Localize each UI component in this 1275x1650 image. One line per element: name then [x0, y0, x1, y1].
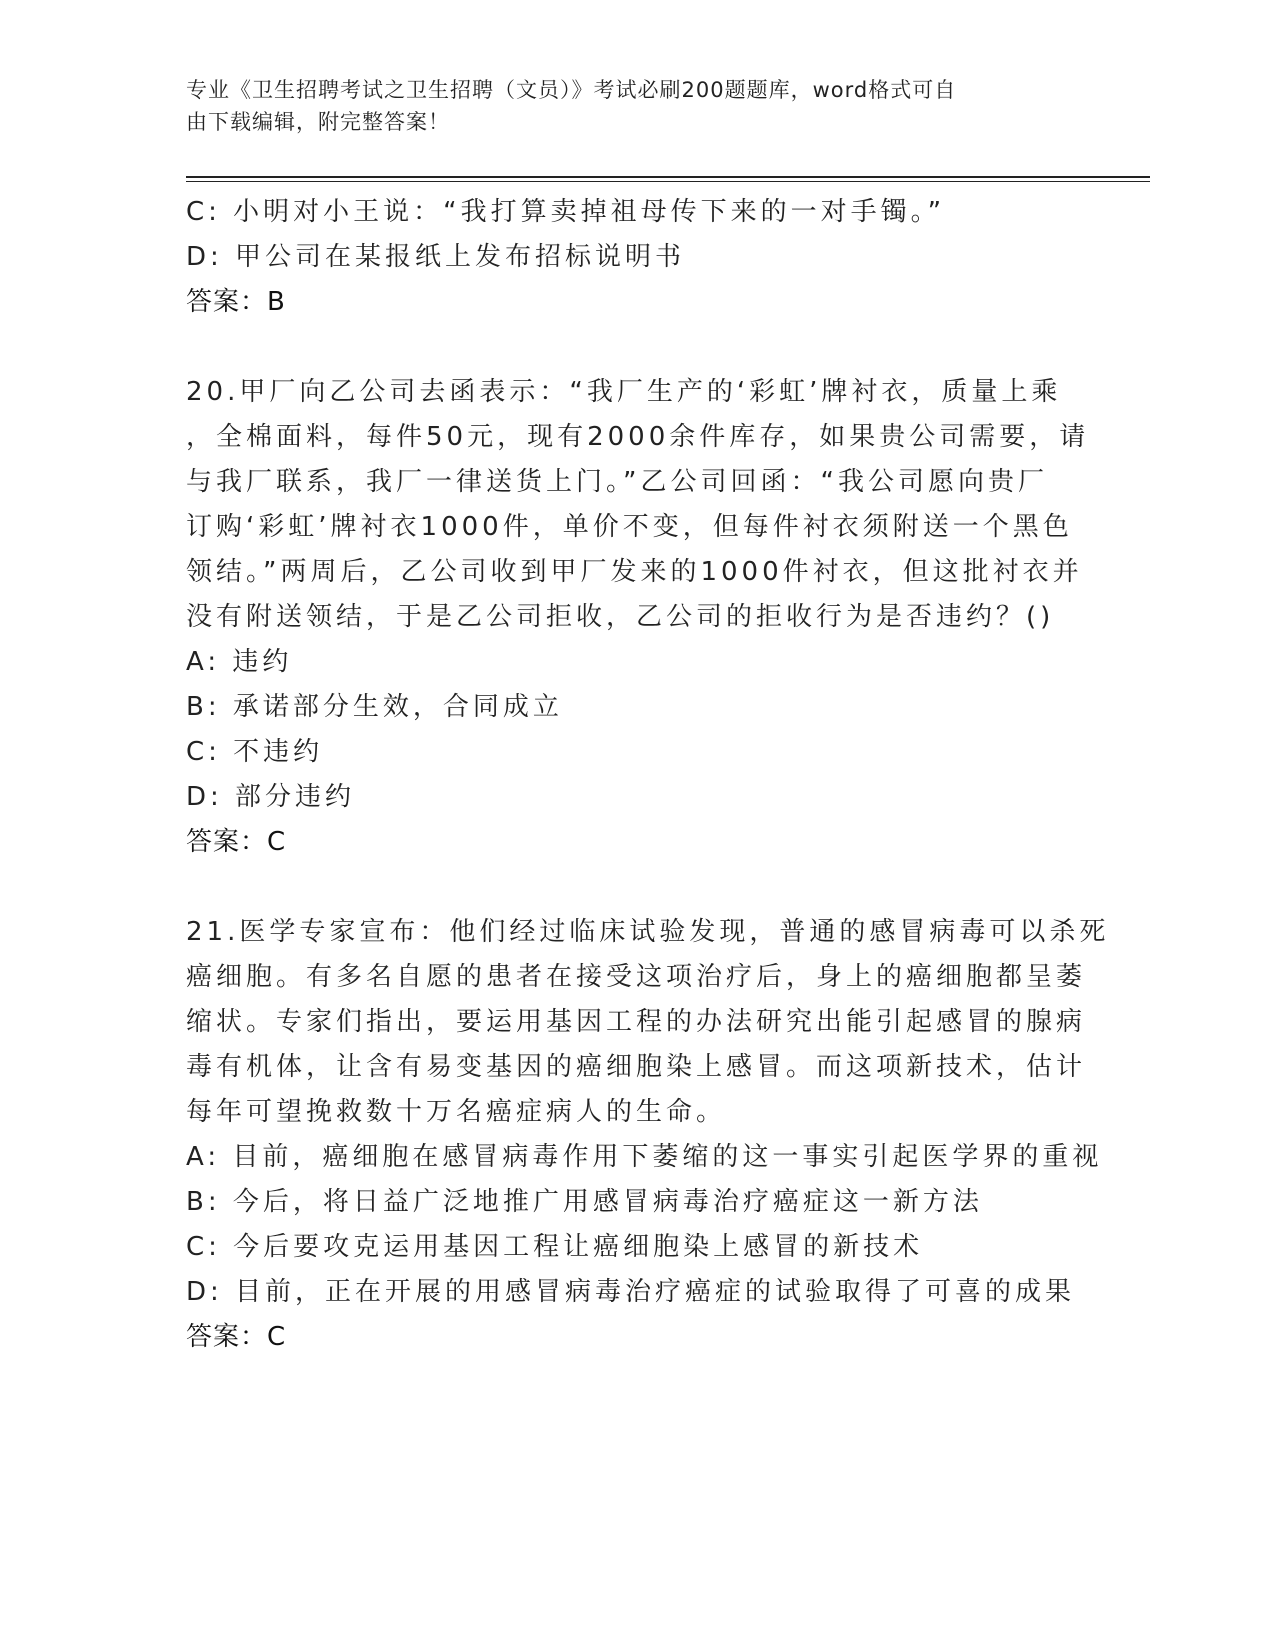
- document-header: [186, 74, 1066, 138]
- question-text-line: 21.医学专家宣布：他们经过临床试验发现，普通的感冒病毒可以杀死: [186, 917, 1110, 947]
- question-text-line: 每年可望挽救数十万名癌症病人的生命。: [186, 1097, 727, 1127]
- question-content: [186, 190, 1110, 1360]
- option-b: B: 今后，将日益广泛地推广用感冒病毒治疗癌症这一新方法: [186, 1187, 983, 1217]
- option-b: B: 承诺部分生效，合同成立: [186, 692, 563, 722]
- answer-line: 答案：C: [186, 1322, 287, 1352]
- question-text-line: 毒有机体，让含有易变基因的癌细胞染上感冒。而这项新技术，估计: [186, 1052, 1087, 1082]
- question-text-line: ，全棉面料，每件50元，现有2000余件库存，如果贵公司需要，请: [186, 422, 1090, 452]
- header-rule-thin: [186, 181, 1150, 182]
- question-21: [186, 910, 1110, 1360]
- option-d: D: 目前，正在开展的用感冒病毒治疗癌症的试验取得了可喜的成果: [186, 1277, 1076, 1307]
- option-d: D: 部分违约: [186, 782, 356, 812]
- header-line-1: 专业《卫生招聘考试之卫生招聘（文员）》考试必刷200题题库，word格式可自: [186, 78, 957, 102]
- option-c: C: 不违约: [186, 737, 324, 767]
- answer-line: 答案：B: [186, 287, 286, 317]
- question-text-line: 20.甲厂向乙公司去函表示：“我厂生产的‘彩虹’牌衬衣，质量上乘: [186, 377, 1062, 407]
- option-d: D: 甲公司在某报纸上发布招标说明书: [186, 242, 686, 272]
- header-line-2: 由下载编辑，附完整答案！: [186, 110, 450, 134]
- option-a: A: 目前，癌细胞在感冒病毒作用下萎缩的这一事实引起医学界的重视: [186, 1142, 1103, 1172]
- option-c: C: 小明对小王说：“我打算卖掉祖母传下来的一对手镯。”: [186, 197, 946, 227]
- spacer: [186, 325, 1086, 370]
- spacer: [186, 865, 1086, 910]
- question-text-line: 缩状。专家们指出，要运用基因工程的办法研究出能引起感冒的腺病: [186, 1007, 1087, 1037]
- question-20: [186, 370, 1090, 865]
- previous-question-tail: [186, 190, 1086, 325]
- option-a: A: 违约: [186, 647, 293, 677]
- answer-line: 答案：C: [186, 827, 287, 857]
- option-c: C: 今后要攻克运用基因工程让癌细胞染上感冒的新技术: [186, 1232, 924, 1262]
- question-text-line: 领结。”两周后，乙公司收到甲厂发来的1000件衬衣，但这批衬衣并: [186, 557, 1083, 587]
- question-text-line: 订购‘彩虹’牌衬衣1000件，单价不变，但每件衬衣须附送一个黑色: [186, 512, 1073, 542]
- header-rule-thick: [186, 176, 1150, 178]
- question-text-line: 癌细胞。有多名自愿的患者在接受这项治疗后，身上的癌细胞都呈萎: [186, 962, 1087, 992]
- question-text-line: 与我厂联系，我厂一律送货上门。”乙公司回函：“我公司愿向贵厂: [186, 467, 1048, 497]
- question-text-line: 没有附送领结，于是乙公司拒收，乙公司的拒收行为是否违约？(): [186, 602, 1055, 632]
